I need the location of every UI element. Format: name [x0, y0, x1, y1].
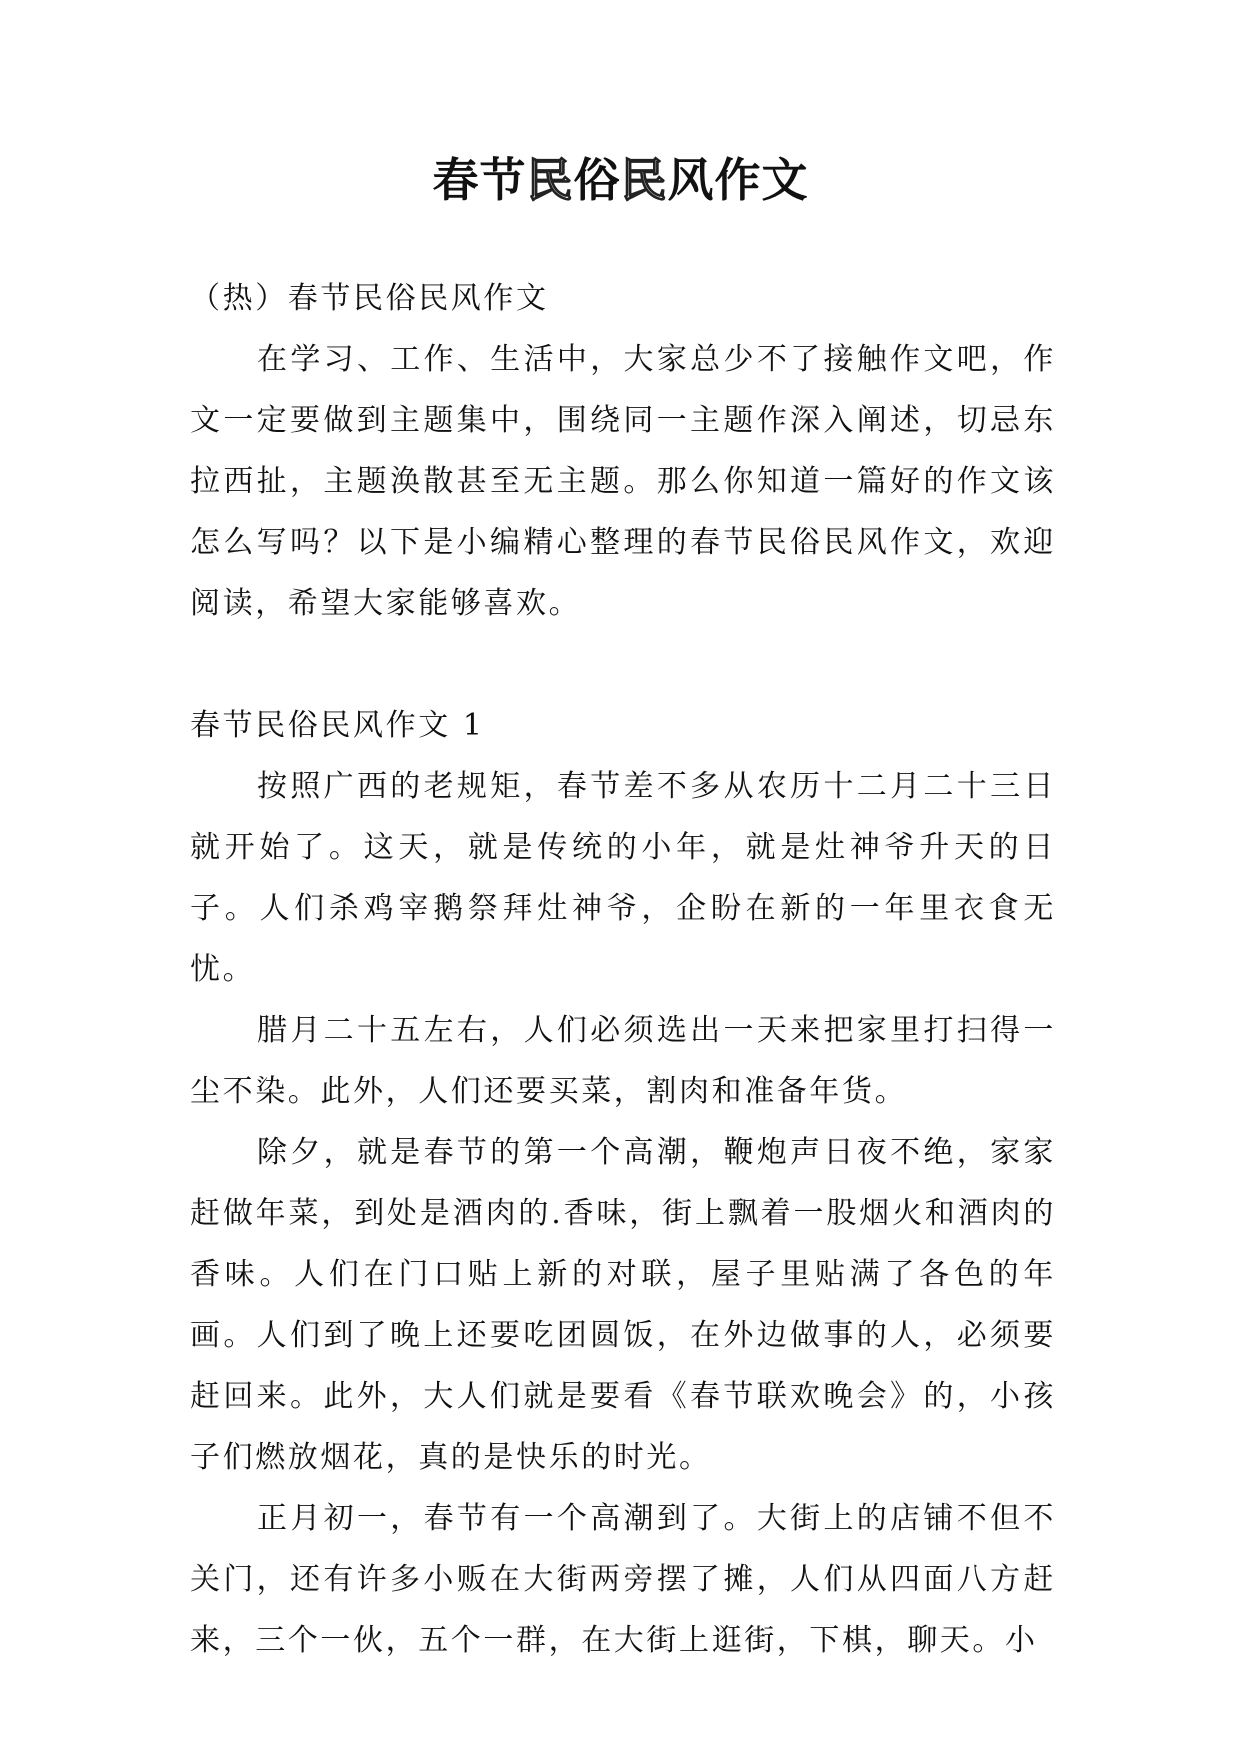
body-paragraph-4: 正月初一，春节有一个高潮到了。大街上的店铺不但不关门，还有许多小贩在大街两旁摆了摊，人们从四面八方赶来，三个一伙，五个一群，在大街上逛街，下棋，聊天。小 — [190, 1501, 1056, 1658]
intro-subtitle: （热）春节民俗民风作文 — [190, 281, 549, 316]
section-heading: 春节民俗民风作文 1 — [190, 708, 485, 743]
document-title — [0, 150, 1241, 210]
title-part-2: 民 — [526, 153, 574, 207]
document-body — [190, 268, 1056, 1671]
title-part-3: 俗 — [573, 153, 621, 207]
body-paragraph-1: 按照广西的老规矩，春节差不多从农历十二月二十三日就开始了。这天，就是传统的小年，就是灶神爷升天的日子。人们杀鸡宰鹅祭拜灶神爷，企盼在新的一年里衣食无忧。 — [190, 769, 1056, 987]
body-paragraph-3: 除夕，就是春节的第一个高潮，鞭炮声日夜不绝，家家赶做年菜，到处是酒肉的.香味，街上飘着一股烟火和酒肉的香味。人们在门口贴上新的对联，屋子里贴满了各色的年画。人们到了晚上还要吃团圆饭，在外边做事的人，必须要赶回来。此外，大人们就是要看《春节联欢晚会》的，小孩子们燃放烟花，真的是快乐的时光。 — [190, 1135, 1056, 1475]
body-paragraph-2: 腊月二十五左右，人们必须选出一天来把家里打扫得一尘不染。此外，人们还要买菜，割肉和准备年货。 — [190, 1013, 1056, 1109]
title-part-4: 民 — [620, 153, 668, 207]
title-part-5: 风作文 — [667, 153, 809, 207]
title-part-1: 春节 — [432, 153, 527, 207]
section-spacer — [190, 634, 1056, 695]
intro-paragraph: 在学习、工作、生活中，大家总少不了接触作文吧，作文一定要做到主题集中，围绕同一主题作深入阐述，切忌东拉西扯，主题涣散甚至无主题。那么你知道一篇好的作文该怎么写吗？以下是小编精心整理的春节民俗民风作文，欢迎阅读，希望大家能够喜欢。 — [190, 342, 1056, 621]
